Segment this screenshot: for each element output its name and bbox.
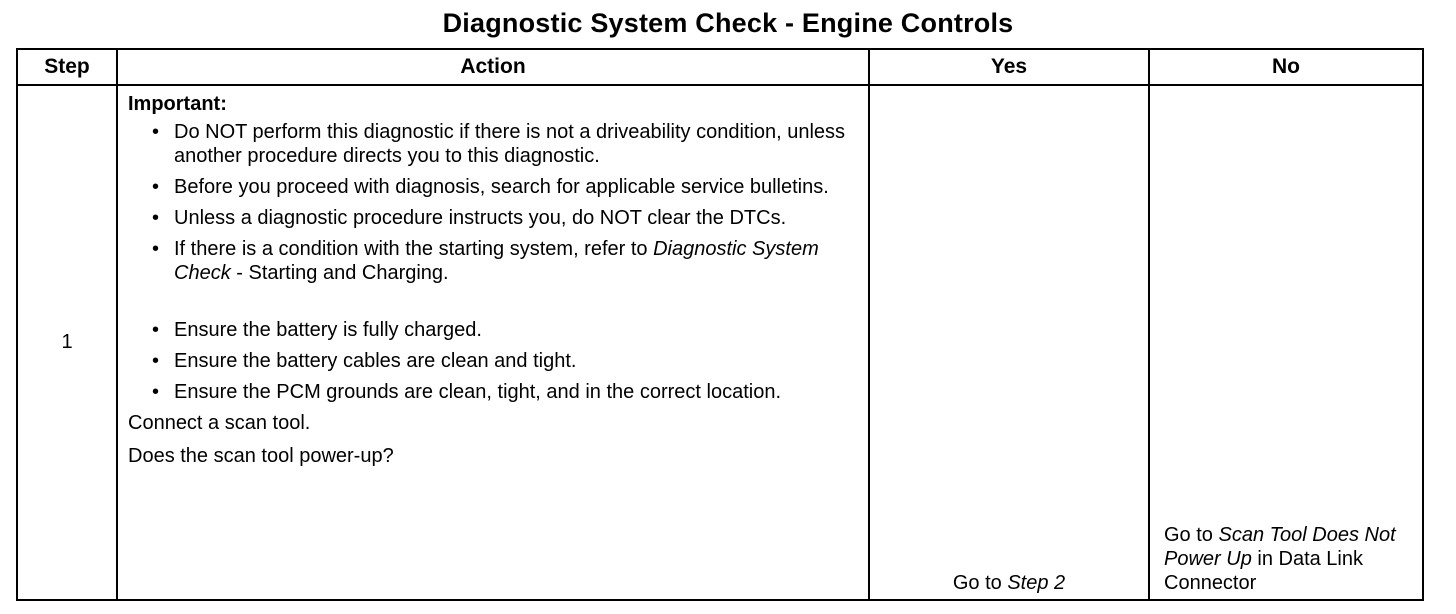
action-cell: [117, 85, 869, 600]
column-header-no: No: [1149, 49, 1423, 85]
list-item: [150, 120, 858, 168]
list-item: [150, 175, 858, 199]
list-item: [150, 318, 858, 342]
reference-link-diagnostic-system-check[interactable]: Diagnostic System Check: [174, 238, 819, 284]
diagnostic-table: [16, 48, 1424, 601]
list-item: [150, 349, 858, 373]
bullet-icon: •: [152, 319, 160, 341]
bullet-text: Ensure the battery is fully charged.: [174, 319, 482, 341]
step-2-link[interactable]: Step 2: [1007, 572, 1066, 594]
page-title: Diagnostic System Check - Engine Controls: [442, 8, 1014, 38]
bullet-text-prefix: If there is a condition with the starting system, refer to: [174, 238, 648, 260]
bullet-icon: •: [152, 207, 160, 229]
table-header-row: [17, 49, 1423, 85]
list-item: [150, 237, 858, 285]
instruction-text: Connect a scan tool.: [128, 412, 311, 434]
scan-tool-no-power-link[interactable]: Scan Tool Does Not Power Up: [1164, 524, 1396, 570]
bullet-text-suffix: - Starting and Charging.: [236, 262, 449, 284]
bullet-text: Do NOT perform this diagnostic if there is not a driveability condition, unless another procedure directs you to this diagnostic.: [174, 121, 846, 167]
bullet-icon: •: [152, 381, 160, 403]
list-item: [150, 206, 858, 230]
bullet-text: Unless a diagnostic procedure instructs you, do NOT clear the DTCs.: [174, 207, 787, 229]
yes-cell: [869, 85, 1149, 600]
no-suffix: in Data Link Connector: [1164, 548, 1363, 594]
important-list: [128, 120, 858, 404]
yes-prefix: Go to: [952, 572, 1002, 594]
no-cell: [1149, 85, 1423, 600]
bullet-text: Ensure the PCM grounds are clean, tight, and in the correct location.: [174, 381, 782, 403]
list-item: [150, 380, 858, 404]
bullet-text: Ensure the battery cables are clean and tight.: [174, 350, 577, 372]
bullet-text: Before you proceed with diagnosis, search for applicable service bulletins.: [174, 176, 829, 198]
bullet-icon: •: [152, 238, 160, 260]
bullet-icon: •: [152, 350, 160, 372]
column-header-yes: Yes: [869, 49, 1149, 85]
no-prefix: Go to: [1164, 524, 1213, 546]
important-label: Important:: [128, 93, 227, 115]
step-number: 1: [17, 85, 117, 600]
table-row: [17, 85, 1423, 600]
question-text: Does the scan tool power-up?: [128, 445, 394, 467]
bullet-icon: •: [152, 176, 160, 198]
column-header-action: Action: [117, 49, 869, 85]
bullet-icon: •: [152, 121, 160, 143]
column-header-step: Step: [17, 49, 117, 85]
